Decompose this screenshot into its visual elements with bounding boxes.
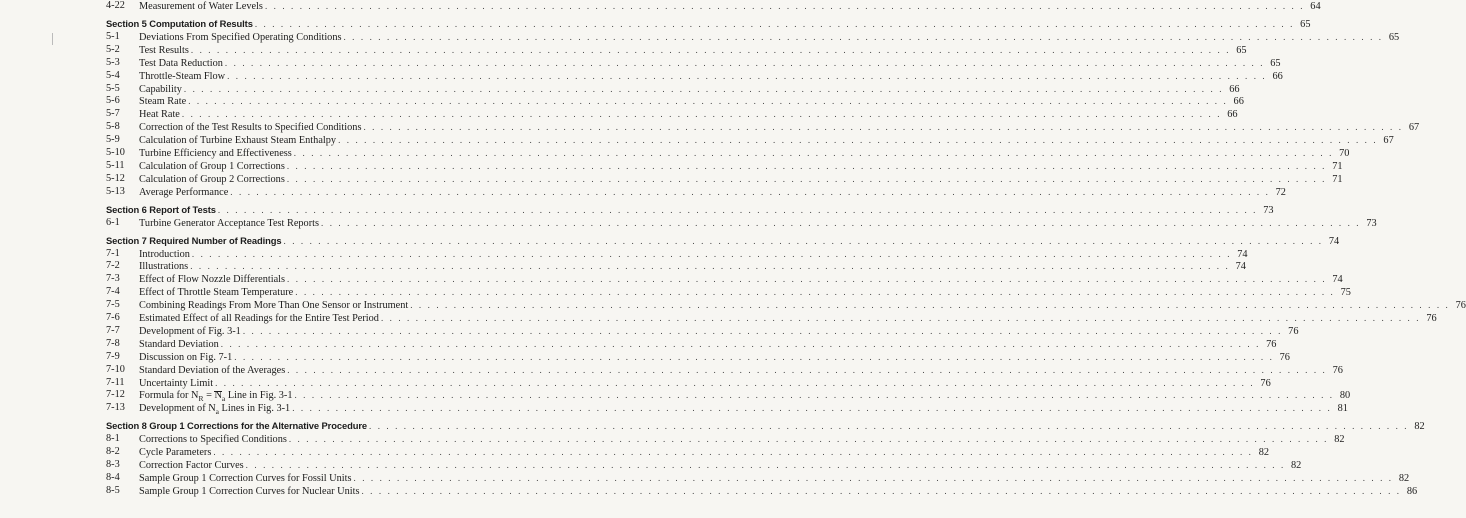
entry-title-text: Section 6 Report of Tests: [106, 203, 216, 215]
entry-number: 8-2: [106, 446, 120, 458]
dot-leader: . . . . . . . . . . . . . . . . . . . . . . . . . . . . . . . . . . . . . . . . . . . . . . . . . . . . . . . . . . . . . . . . . . . . . . . . . . . . . . . . . . . . . . . . . . . . . . . . . . . . . . . . . . . . . . . . . . . . . . . .: [380, 313, 1421, 324]
dot-leader: . . . . . . . . . . . . . . . . . . . . . . . . . . . . . . . . . . . . . . . . . . . . . . . . . . . . . . . . . . . . . . . . . . . . . . . . . . . . . . . . . . . . . . . . . . . . . . . . . . . . . . . . . . . . . . . . . . . . . . . .: [220, 338, 1261, 349]
toc-entry-row[interactable]: [106, 350, 1290, 364]
page-number: 71: [1332, 160, 1343, 172]
entry-number: 8-3: [106, 459, 120, 471]
page-number: 66: [1229, 83, 1240, 95]
page-number: 66: [1227, 109, 1238, 121]
page-number: 82: [1291, 460, 1302, 472]
dot-leader: . . . . . . . . . . . . . . . . . . . . . . . . . . . . . . . . . . . . . . . . . . . . . . . . . . . . . . . . . . . . . . . . . . . . . . . . . . . . . . . . . . . . . . . . . . . . . . . . . . . . . . . . . . . . . . . . . . . . . . . .: [283, 235, 1324, 246]
page-number: 86: [1406, 485, 1418, 497]
entry-number: 5-3: [106, 56, 120, 68]
entry-title-text: Turbine Efficiency and Effectiveness: [139, 147, 292, 159]
dot-leader: . . . . . . . . . . . . . . . . . . . . . . . . . . . . . . . . . . . . . . . . . . . . . . . . . . . . . . . . . . . . . . . . . . . . . . . . . . . . . . . . . . . . . . . . . . . . . . . . . . . . . . . . . . . . . . . . . . . . . . . .: [224, 57, 1265, 68]
dot-leader: . . . . . . . . . . . . . . . . . . . . . . . . . . . . . . . . . . . . . . . . . . . . . . . . . . . . . . . . . . . . . . . . . . . . . . . . . . . . . . . . . . . . . . . . . . . . . . . . . . . . . . . . . . . . . . . . . . . . . . . .: [181, 109, 1222, 120]
toc-entry-row[interactable]: [106, 446, 1269, 459]
toc-entry-row[interactable]: [106, 172, 1343, 186]
section-heading-row[interactable]: [106, 203, 1274, 217]
dot-leader: . . . . . . . . . . . . . . . . . . . . . . . . . . . . . . . . . . . . . . . . . . . . . . . . . . . . . . . . . . . . . . . . . . . . . . . . . . . . . . . . . . . . . . . . . . . . . . . . . . . . . . . . . . . . . . . . . . . . . . . .: [338, 135, 1378, 146]
page-number: 74: [1332, 274, 1343, 286]
entry-title-text: Introduction: [139, 248, 190, 260]
toc-entry-row[interactable]: [106, 324, 1299, 338]
toc-entry-row[interactable]: [106, 0, 1321, 13]
toc-entry-row[interactable]: [106, 159, 1343, 173]
entry-title-text: Average Performance: [139, 186, 229, 198]
page-number: 76: [1455, 300, 1466, 312]
entry-title-text: Lines in Fig. 3-1: [218, 403, 291, 415]
page-number: 76: [1288, 325, 1299, 337]
entry-number: 5-9: [106, 134, 120, 146]
page-number: 72: [1275, 186, 1286, 198]
entry-number: 7-6: [106, 312, 120, 324]
margin-mark: [52, 33, 53, 45]
entry-title-text: Calculation of Turbine Exhaust Steam Enthalpy: [139, 135, 337, 147]
toc-entry-row[interactable]: [106, 433, 1345, 446]
entry-title-text: Test Results: [139, 44, 189, 56]
dot-leader: . . . . . . . . . . . . . . . . . . . . . . . . . . . . . . . . . . . . . . . . . . . . . . . . . . . . . . . . . . . . . . . . . . . . . . . . . . . . . . . . . . . . . . . . . . . . . . . . . . . . . . . . . . . . . . . . . . . . . . . .: [245, 460, 1286, 471]
page-number: 82: [1334, 434, 1345, 446]
entry-title-text: Discussion on Fig. 7-1: [139, 351, 233, 363]
section-title: [106, 204, 218, 217]
toc-entry-row[interactable]: [106, 134, 1394, 147]
entry-title-text: Steam Rate: [139, 96, 187, 108]
page-number: 75: [1340, 287, 1351, 299]
entry-number: 7-5: [106, 299, 120, 311]
page-number: 70: [1339, 147, 1350, 159]
page-number: 65: [1388, 31, 1400, 43]
dot-leader: . . . . . . . . . . . . . . . . . . . . . . . . . . . . . . . . . . . . . . . . . . . . . . . . . . . . . . . . . . . . . . . . . . . . . . . . . . . . . . . . . . . . . . . . . . . . . . . . . . . . . . . . . . . . . . . . . . . . . . . .: [188, 96, 1228, 107]
dot-leader: . . . . . . . . . . . . . . . . . . . . . . . . . . . . . . . . . . . . . . . . . . . . . . . . . . . . . . . . . . . . . . . . . . . . . . . . . . . . . . . . . . . . . . . . . . . . . . . . . . . . . . . . . . . . . . . . . . . . . . . .: [227, 70, 1267, 81]
page-number: 73: [1263, 204, 1274, 216]
toc-entry-row[interactable]: [106, 82, 1240, 96]
dot-leader: . . . . . . . . . . . . . . . . . . . . . . . . . . . . . . . . . . . . . . . . . . . . . . . . . . . . . . . . . . . . . . . . . . . . . . . . . . . . . . . . . . . . . . . . . . . . . . . . . . . . . . . . . . . . . . . . . . . . . . . .: [361, 485, 1402, 496]
entry-number: 5-12: [106, 172, 125, 184]
entry-title-text: Estimated Effect of all Readings for the Entire Test Period: [139, 313, 379, 325]
dot-leader: . . . . . . . . . . . . . . . . . . . . . . . . . . . . . . . . . . . . . . . . . . . . . . . . . . . . . . . . . . . . . . . . . . . . . . . . . . . . . . . . . . . . . . . . . . . . . . . . . . . . . . . . . . . . . . . . . . . . . . . .: [286, 173, 1327, 184]
overbar-symbol: N: [214, 390, 222, 402]
entry-number: 7-8: [106, 337, 120, 349]
dot-leader: . . . . . . . . . . . . . . . . . . . . . . . . . . . . . . . . . . . . . . . . . . . . . . . . . . . . . . . . . . . . . . . . . . . . . . . . . . . . . . . . . . . . . . . . . . . . . . . . . . . . . . . . . . . . . . . . . . . . . . . .: [242, 325, 1283, 336]
entry-number: 6-1: [106, 216, 120, 228]
dot-leader: . . . . . . . . . . . . . . . . . . . . . . . . . . . . . . . . . . . . . . . . . . . . . . . . . . . . . . . . . . . . . . . . . . . . . . . . . . . . . . . . . . . . . . . . . . . . . . . . . . . . . . . . . . . . . . . . . . . . . . . .: [343, 31, 1384, 42]
page-number: 76: [1266, 338, 1277, 350]
entry-number: 7-9: [106, 350, 120, 362]
entry-title-text: Sample Group 1 Correction Curves for Fossil Units: [139, 472, 352, 484]
page-number: 76: [1260, 377, 1271, 389]
dot-leader: . . . . . . . . . . . . . . . . . . . . . . . . . . . . . . . . . . . . . . . . . . . . . . . . . . . . . . . . . . . . . . . . . . . . . . . . . . . . . . . . . . . . . . . . . . . . . . . . . . . . . . . . . . . . . . . . . . . . . . . .: [286, 160, 1327, 171]
entry-number: 7-3: [106, 273, 120, 285]
toc-entry-row[interactable]: [106, 286, 1351, 299]
entry-number: 5-4: [106, 69, 120, 81]
toc-entry-row[interactable]: [106, 471, 1410, 485]
entry-number: 7-1: [106, 247, 120, 259]
entry-title-text: Deviations From Specified Operating Conditions: [139, 31, 342, 43]
table-of-contents: [106, 0, 1466, 498]
dot-leader: . . . . . . . . . . . . . . . . . . . . . . . . . . . . . . . . . . . . . . . . . . . . . . . . . . . . . . . . . . . . . . . . . . . . . . . . . . . . . . . . . . . . . . . . . . . . . . . . . . . . . . . . . . . . . . . . . . . . . . . .: [215, 377, 1255, 388]
page-number: 67: [1408, 122, 1420, 134]
entry-number: 7-7: [106, 324, 120, 336]
toc-entry-row[interactable]: [106, 43, 1247, 57]
entry-number: 7-4: [106, 286, 120, 298]
dot-leader: . . . . . . . . . . . . . . . . . . . . . . . . . . . . . . . . . . . . . . . . . . . . . . . . . . . . . . . . . . . . . . . . . . . . . . . . . . . . . . . . . . . . . . . . . . . . . . . . . . . . . . . . . . . . . . . . . . . . . . . .: [287, 364, 1327, 375]
entry-title-text: Calculation of Group 2 Corrections: [139, 173, 285, 185]
entry-title-text: Combining Readings From More Than One Sensor or Instrument: [139, 300, 409, 312]
dot-leader: . . . . . . . . . . . . . . . . . . . . . . . . . . . . . . . . . . . . . . . . . . . . . . . . . . . . . . . . . . . . . . . . . . . . . . . . . . . . . . . . . . . . . . . . . . . . . . . . . . . . . . . . . . . . . . . . . . . . . . . .: [321, 217, 1361, 228]
entry-number: 5-7: [106, 108, 120, 120]
page-number: 73: [1366, 217, 1377, 229]
dot-leader: . . . . . . . . . . . . . . . . . . . . . . . . . . . . . . . . . . . . . . . . . . . . . . . . . . . . . . . . . . . . . . . . . . . . . . . . . . . . . . . . . . . . . . . . . . . . . . . . . . . . . . . . . . . . . . . . . . . . . . . .: [191, 248, 1232, 259]
section-heading-row[interactable]: [106, 234, 1340, 248]
entry-title-text: Calculation of Group 1 Corrections: [139, 160, 285, 172]
dot-leader: . . . . . . . . . . . . . . . . . . . . . . . . . . . . . . . . . . . . . . . . . . . . . . . . . . . . . . . . . . . . . . . . . . . . . . . . . . . . . . . . . . . . . . . . . . . . . . . . . . . . . . . . . . . . . . . . . . . . . . . .: [234, 351, 1274, 362]
entry-title-text: Correction Factor Curves: [139, 460, 244, 472]
page-number: 74: [1328, 235, 1340, 247]
dot-leader: . . . . . . . . . . . . . . . . . . . . . . . . . . . . . . . . . . . . . . . . . . . . . . . . . . . . . . . . . . . . . . . . . . . . . . . . . . . . . . . . . . . . . . . . . . . . . . . . . . . . . . . . . . . . . . . . . . . . . . . .: [295, 287, 1335, 298]
page-number: 64: [1310, 1, 1321, 12]
entry-number: 5-13: [106, 185, 125, 197]
entry-number: 8-4: [106, 471, 120, 483]
entry-title-text: Turbine Generator Acceptance Test Reports: [139, 217, 319, 229]
entry-title-text: Measurement of Water Levels: [139, 1, 263, 12]
dot-leader: . . . . . . . . . . . . . . . . . . . . . . . . . . . . . . . . . . . . . . . . . . . . . . . . . . . . . . . . . . . . . . . . . . . . . . . . . . . . . . . . . . . . . . . . . . . . . . . . . . . . . . . . . . . . . . . . . . . . . . . .: [293, 147, 1334, 158]
entry-title: [139, 218, 321, 231]
toc-entry-row[interactable]: [106, 247, 1248, 261]
entry-title-text: Line in Fig. 3-1: [225, 390, 293, 402]
entry-title: [139, 1, 265, 14]
page-number: 66: [1233, 96, 1244, 108]
entry-number: 5-8: [106, 121, 120, 133]
dot-leader: . . . . . . . . . . . . . . . . . . . . . . . . . . . . . . . . . . . . . . . . . . . . . . . . . . . . . . . . . . . . . . . . . . . . . . . . . . . . . . . . . . . . . . . . . . . . . . . . . . . . . . . . . . . . . . . . . . . . . . . .: [213, 447, 1253, 458]
entry-number: 7-10: [106, 363, 125, 375]
page-number: 67: [1383, 135, 1394, 147]
page-number: 81: [1337, 403, 1348, 415]
page-number: 76: [1332, 364, 1343, 376]
dot-leader: . . . . . . . . . . . . . . . . . . . . . . . . . . . . . . . . . . . . . . . . . . . . . . . . . . . . . . . . . . . . . . . . . . . . . . . . . . . . . . . . . . . . . . . . . . . . . . . . . . . . . . . . . . . . . . . . . . . . . . . .: [287, 274, 1327, 285]
page-number: 66: [1272, 70, 1283, 82]
toc-entry-row[interactable]: [106, 299, 1466, 312]
dot-leader: . . . . . . . . . . . . . . . . . . . . . . . . . . . . . . . . . . . . . . . . . . . . . . . . . . . . . . . . . . . . . . . . . . . . . . . . . . . . . . . . . . . . . . . . . . . . . . . . . . . . . . . . . . . . . . . . . . . . . . . .: [183, 83, 1224, 94]
dot-leader: . . . . . . . . . . . . . . . . . . . . . . . . . . . . . . . . . . . . . . . . . . . . . . . . . . . . . . . . . . . . . . . . . . . . . . . . . . . . . . . . . . . . . . . . . . . . . . . . . . . . . . . . . . . . . . . . . . . . . . . .: [217, 204, 1258, 215]
dot-leader: . . . . . . . . . . . . . . . . . . . . . . . . . . . . . . . . . . . . . . . . . . . . . . . . . . . . . . . . . . . . . . . . . . . . . . . . . . . . . . . . . . . . . . . . . . . . . . . . . . . . . . . . . . . . . . . . . . . . . . . .: [190, 261, 1230, 272]
toc-entry-row[interactable]: [106, 312, 1437, 325]
section-title: [106, 18, 255, 31]
entry-number: 5-6: [106, 95, 120, 107]
toc-entry-row[interactable]: [106, 121, 1420, 134]
entry-number: 8-5: [106, 484, 120, 496]
dot-leader: . . . . . . . . . . . . . . . . . . . . . . . . . . . . . . . . . . . . . . . . . . . . . . . . . . . . . . . . . . . . . . . . . . . . . . . . . . . . . . . . . . . . . . . . . . . . . . . . . . . . . . . . . . . . . . . . . . . . . . . .: [353, 472, 1394, 483]
entry-title-text: Sample Group 1 Correction Curves for Nuclear Units: [139, 485, 360, 497]
toc-entry-row[interactable]: [106, 389, 1351, 404]
section-heading-row[interactable]: [106, 18, 1311, 31]
dot-leader: . . . . . . . . . . . . . . . . . . . . . . . . . . . . . . . . . . . . . . . . . . . . . . . . . . . . . . . . . . . . . . . . . . . . . . . . . . . . . . . . . . . . . . . . . . . . . . . . . . . . . . . . . . . . . . . . . . . . . . . .: [254, 19, 1295, 30]
entry-number: 5-11: [106, 159, 125, 171]
page-number: 80: [1339, 390, 1351, 402]
toc-entry-row[interactable]: [106, 459, 1302, 472]
entry-title-text: Heat Rate: [139, 109, 180, 121]
dot-leader: . . . . . . . . . . . . . . . . . . . . . . . . . . . . . . . . . . . . . . . . . . . . . . . . . . . . . . . . . . . . . . . . . . . . . . . . . . . . . . . . . . . . . . . . . . . . . . . . . . . . . . . . . . . . . . . . . . . . . . . .: [288, 434, 1329, 445]
page-number: 71: [1332, 173, 1343, 185]
page-number: 82: [1414, 421, 1425, 433]
entry-title-text: Effect of Throttle Steam Temperature: [139, 287, 294, 299]
toc-entry-row[interactable]: [106, 30, 1400, 44]
entry-number: 7-2: [106, 260, 120, 272]
subscript: a: [221, 394, 226, 404]
toc-entry-row[interactable]: [106, 273, 1343, 286]
entry-title-text: Formula for N: [139, 390, 199, 402]
entry-number: 7-12: [106, 389, 125, 401]
toc-entry-row[interactable]: [106, 216, 1377, 230]
toc-entry-row[interactable]: [106, 146, 1350, 160]
entry-title-text: Illustrations: [139, 261, 189, 273]
toc-entry-row[interactable]: [106, 484, 1418, 498]
toc-entry-row[interactable]: [106, 337, 1277, 351]
entry-title-text: Uncertainty Limit: [139, 377, 214, 389]
entry-title-text: Capability: [139, 83, 182, 95]
entry-title-text: Section 7 Required Number of Readings: [106, 234, 282, 246]
section-title: [106, 235, 284, 248]
entry-title-text: Standard Deviation: [139, 338, 219, 350]
toc-entry-row[interactable]: [106, 95, 1244, 108]
entry-number: 5-5: [106, 82, 120, 94]
entry-title: [139, 187, 230, 200]
page-number: 74: [1235, 261, 1246, 273]
dot-leader: . . . . . . . . . . . . . . . . . . . . . . . . . . . . . . . . . . . . . . . . . . . . . . . . . . . . . . . . . . . . . . . . . . . . . . . . . . . . . . . . . . . . . . . . . . . . . . . . . . . . . . . . . . . . . . . . . . . . . . . .: [230, 186, 1270, 197]
page-number: 65: [1300, 19, 1311, 31]
subscript: R: [198, 394, 204, 404]
toc-entry-row[interactable]: [106, 376, 1271, 390]
entry-title-text: Standard Deviation of the Averages: [139, 364, 286, 376]
dot-leader: . . . . . . . . . . . . . . . . . . . . . . . . . . . . . . . . . . . . . . . . . . . . . . . . . . . . . . . . . . . . . . . . . . . . . . . . . . . . . . . . . . . . . . . . . . . . . . . . . . . . . . . . . . . . . . . . . . . . . . . .: [292, 403, 1332, 414]
page-number: 74: [1237, 248, 1248, 260]
dot-leader: . . . . . . . . . . . . . . . . . . . . . . . . . . . . . . . . . . . . . . . . . . . . . . . . . . . . . . . . . . . . . . . . . . . . . . . . . . . . . . . . . . . . . . . . . . . . . . . . . . . . . . . . . . . . . . . . . . . . . . . .: [264, 1, 1305, 11]
entry-title-text: =: [203, 390, 215, 402]
entry-title-text: Cycle Parameters: [139, 447, 212, 459]
entry-title-text: Corrections to Specified Conditions: [139, 434, 287, 446]
page-number: 65: [1236, 44, 1247, 56]
toc-entry-row[interactable]: [106, 56, 1281, 70]
page-number: 76: [1279, 351, 1290, 363]
entry-title: [139, 403, 292, 419]
entry-number: 7-13: [106, 402, 125, 414]
entry-title-text: Section 5 Computation of Results: [106, 18, 253, 30]
entry-title-text: Test Data Reduction: [139, 57, 223, 69]
entry-title-text: Development of Fig. 3-1: [139, 325, 241, 337]
entry-number: 5-1: [106, 30, 120, 42]
section-heading-row[interactable]: [106, 420, 1425, 433]
toc-entry-row[interactable]: [106, 402, 1348, 417]
section-title: [106, 420, 369, 433]
page-number: 82: [1258, 447, 1269, 459]
entry-number: 8-1: [106, 433, 120, 445]
page-number: 65: [1270, 57, 1281, 69]
toc-entry-row[interactable]: [106, 108, 1238, 121]
entry-title-text: Effect of Flow Nozzle Differentials: [139, 274, 286, 286]
toc-entry-row[interactable]: [106, 260, 1246, 273]
dot-leader: . . . . . . . . . . . . . . . . . . . . . . . . . . . . . . . . . . . . . . . . . . . . . . . . . . . . . . . . . . . . . . . . . . . . . . . . . . . . . . . . . . . . . . . . . . . . . . . . . . . . . . . . . . . . . . . . . . . . . . . .: [190, 44, 1231, 55]
entry-number: 5-10: [106, 146, 125, 158]
toc-entry-row[interactable]: [106, 69, 1283, 83]
entry-number: 4-22: [106, 0, 125, 11]
entry-number: 5-2: [106, 43, 120, 55]
entry-title: [139, 486, 361, 499]
entry-number: 7-11: [106, 376, 125, 388]
toc-entry-row[interactable]: [106, 185, 1286, 199]
dot-leader: . . . . . . . . . . . . . . . . . . . . . . . . . . . . . . . . . . . . . . . . . . . . . . . . . . . . . . . . . . . . . . . . . . . . . . . . . . . . . . . . . . . . . . . . . . . . . . . . . . . . . . . . . . . . . . . . . . . . . . . .: [410, 300, 1450, 311]
dot-leader: . . . . . . . . . . . . . . . . . . . . . . . . . . . . . . . . . . . . . . . . . . . . . . . . . . . . . . . . . . . . . . . . . . . . . . . . . . . . . . . . . . . . . . . . . . . . . . . . . . . . . . . . . . . . . . . . . . . . . . . .: [294, 390, 1335, 401]
page-number: 82: [1398, 472, 1410, 484]
page-number: 76: [1426, 313, 1437, 325]
dot-leader: . . . . . . . . . . . . . . . . . . . . . . . . . . . . . . . . . . . . . . . . . . . . . . . . . . . . . . . . . . . . . . . . . . . . . . . . . . . . . . . . . . . . . . . . . . . . . . . . . . . . . . . . . . . . . . . . . . . . . . . .: [369, 421, 1409, 432]
subscript: a: [215, 407, 219, 417]
toc-entry-row[interactable]: [106, 363, 1343, 377]
entry-title-text: Correction of the Test Results to Specified Conditions: [139, 122, 362, 134]
dot-leader: . . . . . . . . . . . . . . . . . . . . . . . . . . . . . . . . . . . . . . . . . . . . . . . . . . . . . . . . . . . . . . . . . . . . . . . . . . . . . . . . . . . . . . . . . . . . . . . . . . . . . . . . . . . . . . . . . . . . . . . .: [363, 122, 1404, 133]
entry-title-text: Throttle-Steam Flow: [139, 70, 226, 82]
entry-title-text: Development of N: [139, 403, 216, 415]
entry-title-text: Section 8 Group 1 Corrections for the Alternative Procedure: [106, 420, 367, 432]
